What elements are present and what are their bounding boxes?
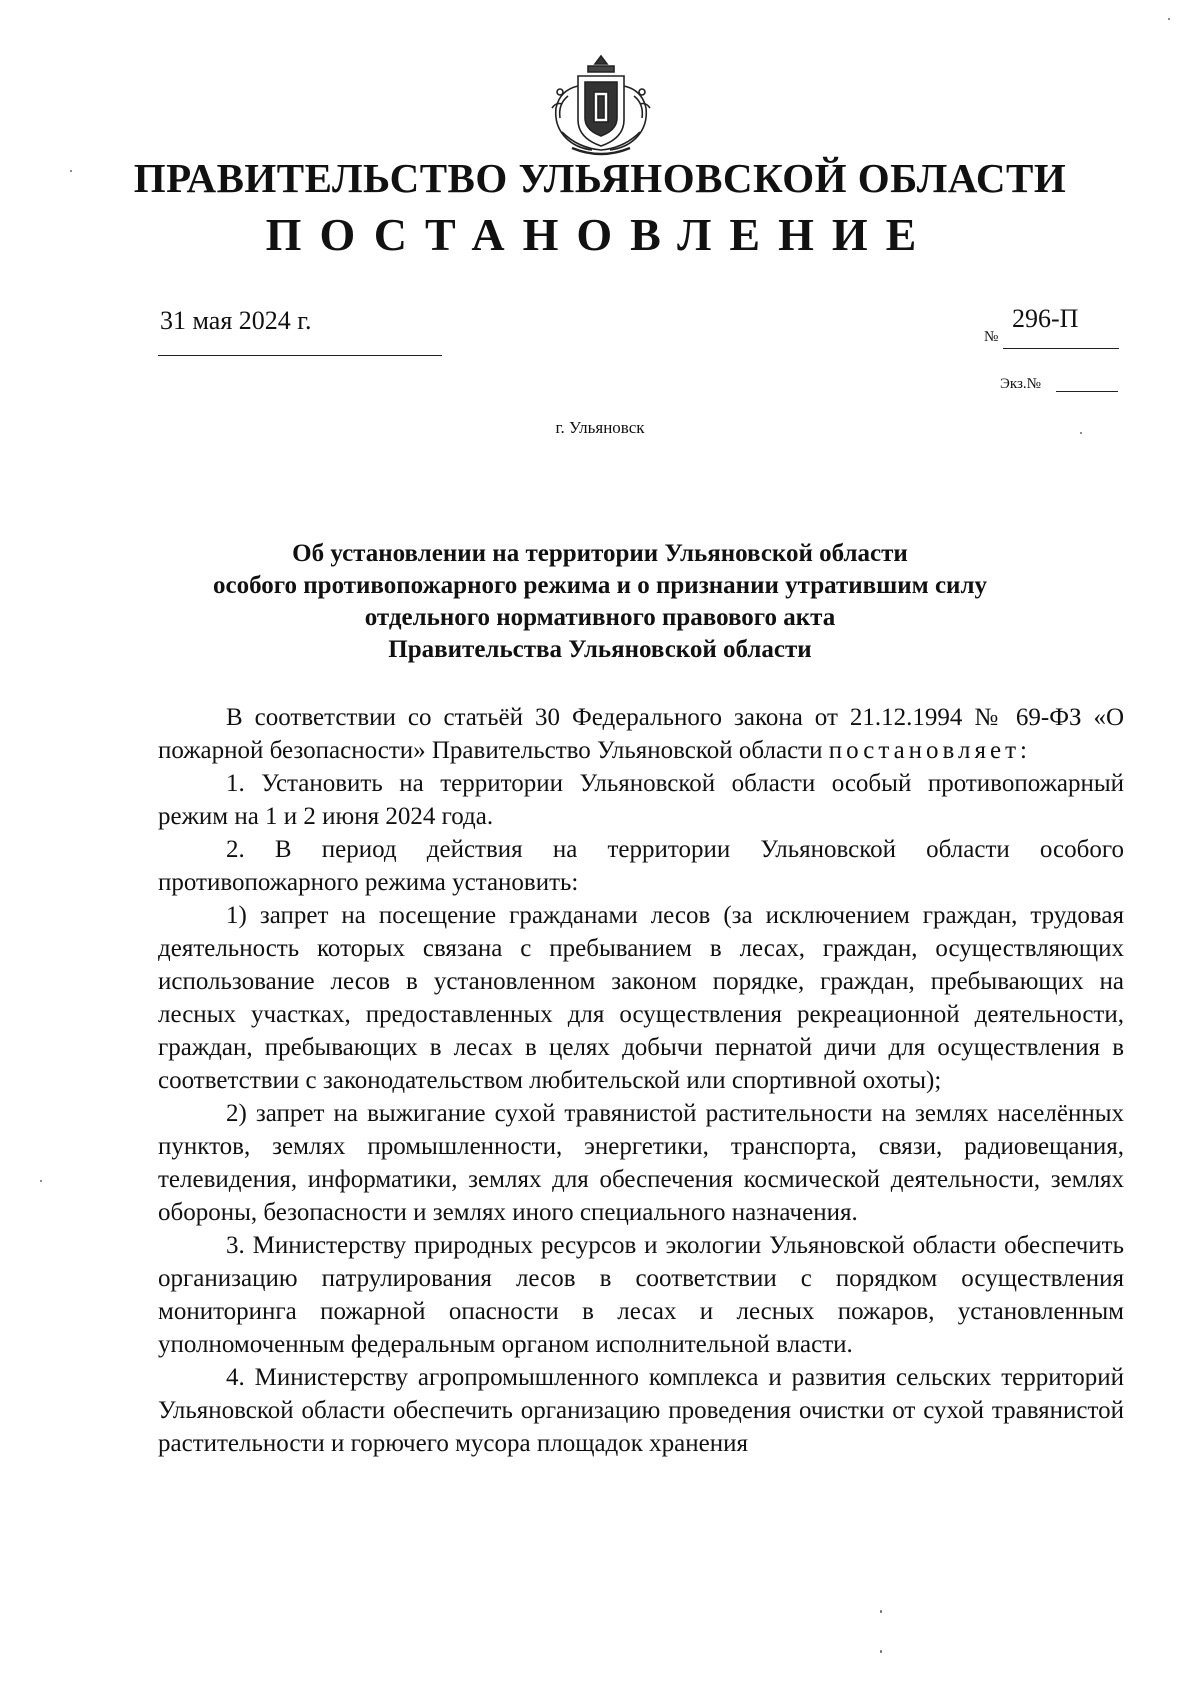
scan-speck <box>40 1180 42 1182</box>
scan-speck <box>880 1650 882 1653</box>
copy-number-underline <box>1056 391 1118 392</box>
scan-speck <box>1168 18 1170 20</box>
coat-of-arms-emblem <box>538 52 664 162</box>
document-number: 296-П <box>1012 304 1079 333</box>
scan-speck <box>1080 432 1082 434</box>
date-underline <box>158 355 442 356</box>
body-paragraph: 2) запрет на выжигание сухой травянистой растительности на землях населённых пунктов, землях промышленности, энергетики, транспорта, связи, радиовещания, телевидения, информатики, землях для обеспечения космической деятельности, землях обороны, безопасности и землях иного специального назначения. <box>158 1100 1124 1226</box>
document-body <box>158 701 1124 1460</box>
document-date: 31 мая 2024 г. <box>160 306 312 335</box>
number-sign: № <box>984 329 999 345</box>
resolves-word: постановляет: <box>828 737 1031 764</box>
body-paragraph: 1) запрет на посещение гражданами лесов (за исключением граждан, трудовая деятельность которых связана с пребыванием в лесах, граждан, осуществляющих использование лесов в установленном законом порядке, граждан, пребывающих на лесных участках, предоставленных для осуществления рекреационной деятельности, граждан, пребывающих в лесах в целях добычи пернатой дичи для осуществления в соответствии с законодательством любительской или спортивной охоты); <box>158 902 1124 1094</box>
preamble-text: В соответствии со статьёй 30 Федерального закона от 21.12.1994 № 69-ФЗ «О пожарной безопасности» Правительство Ульяновской области <box>158 704 1124 764</box>
subject-line: Об установлении на территории Ульяновской области <box>292 540 908 567</box>
body-paragraph: 3. Министерству природных ресурсов и экологии Ульяновской области обеспечить организацию патрулирования лесов в соответствии с порядком осуществления мониторинга пожарной опасности в лесах и лесных пожаров, установленным уполномоченным федеральным органом исполнительной власти. <box>158 1232 1124 1358</box>
subject-line: Правительства Ульяновской области <box>388 636 812 663</box>
document-subject <box>0 538 1200 666</box>
city-label: г. Ульяновск <box>555 418 645 437</box>
body-paragraph: 4. Министерству агропромышленного комплекса и развития сельских территорий Ульяновской области обеспечить организацию проведения очистки от сухой травянистой растительности и горючего мусора площадок хранения <box>158 1364 1124 1457</box>
document-type-heading: ПОСТАНОВЛЕНИЕ <box>265 209 935 260</box>
government-title: ПРАВИТЕЛЬСТВО УЛЬЯНОВСКОЙ ОБЛАСТИ <box>133 155 1067 201</box>
body-paragraph: 1. Установить на территории Ульяновской области особый противопожарный режим на 1 и 2 июня 2024 года. <box>158 770 1124 830</box>
body-paragraph: 2. В период действия на территории Ульяновской области особого противопожарного режима установить: <box>158 836 1124 896</box>
number-underline <box>1003 348 1119 349</box>
copy-number-label: Экз.№ <box>1000 376 1041 392</box>
scan-speck <box>70 170 72 172</box>
subject-line: особого противопожарного режима и о признании утратившим силу <box>213 572 987 599</box>
subject-line: отдельного нормативного правового акта <box>364 604 836 631</box>
preamble-paragraph <box>158 701 1124 767</box>
scan-speck <box>880 1610 882 1613</box>
